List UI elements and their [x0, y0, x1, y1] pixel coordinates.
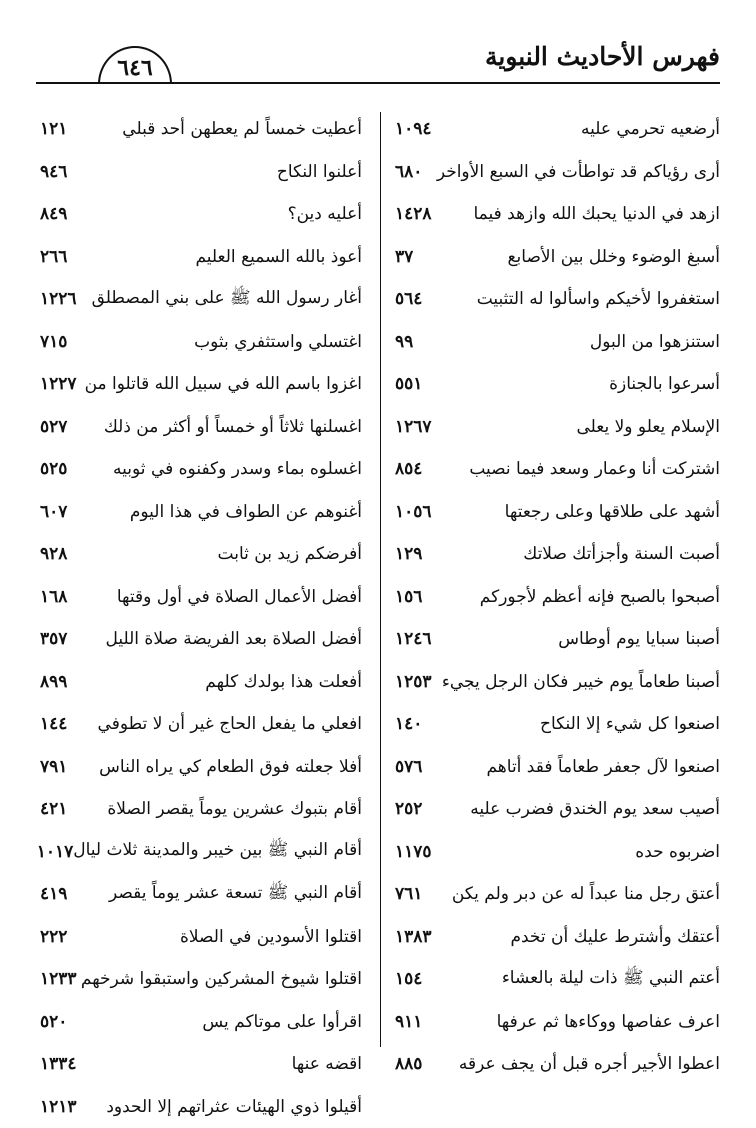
- index-entry: [395, 703, 720, 746]
- index-entry: [40, 491, 362, 534]
- hadith-number: ٦٠٧: [40, 502, 67, 522]
- hadith-text: أفعلت هذا بولدك كلهم: [205, 672, 362, 692]
- hadith-number: ١٢٢٦: [40, 289, 77, 309]
- index-entry: [395, 533, 720, 576]
- index-entry: [395, 321, 720, 364]
- hadith-number: ٩٢٨: [40, 544, 67, 564]
- hadith-number: ٤١٩: [40, 884, 67, 904]
- index-entry: [395, 236, 720, 279]
- index-entry: [40, 278, 362, 321]
- hadith-text: أفضل الأعمال الصلاة في أول وقتها: [117, 587, 362, 607]
- index-entry: [40, 236, 362, 279]
- index-entry: [395, 873, 720, 916]
- hadith-number: ٩٩: [395, 332, 413, 352]
- index-entry: [395, 916, 720, 959]
- hadith-number: ٣٧: [395, 247, 413, 267]
- hadith-number: ١٦٨: [40, 587, 67, 607]
- hadith-text: اغسلنها ثلاثاً أو خمساً أو أكثر من ذلك: [104, 417, 362, 437]
- hadith-number: ٥٢٥: [40, 459, 67, 479]
- hadith-number: ٣٥٧: [40, 629, 67, 649]
- hadith-number: ٥٧٦: [395, 757, 422, 777]
- hadith-number: ٥٦٤: [395, 289, 422, 309]
- index-entry: [40, 151, 362, 194]
- hadith-number: ١٥٤: [395, 969, 422, 989]
- hadith-number: ٥٢٠: [40, 1012, 67, 1032]
- index-entry: [395, 1001, 720, 1044]
- index-entry: [40, 576, 362, 619]
- hadith-number: ٢٦٦: [40, 247, 67, 267]
- index-entry: [395, 576, 720, 619]
- hadith-number: ٨٨٥: [395, 1054, 422, 1074]
- hadith-number: ١٢١: [40, 119, 67, 139]
- index-entry: [40, 108, 362, 151]
- hadith-number: ٢٥٢: [395, 799, 422, 819]
- hadith-text: اغسلوه بماء وسدر وكفنوه في ثوبيه: [113, 459, 362, 479]
- index-entry: [40, 1001, 362, 1044]
- hadith-text: أغار رسول الله ﷺ على بني المصطلق: [92, 287, 362, 312]
- hadith-text: أسبغ الوضوء وخلل بين الأصابع: [508, 247, 721, 267]
- hadith-text: ازهد في الدنيا يحبك الله وازهد فيما: [473, 204, 720, 224]
- hadith-number: ١٣٣٤: [40, 1054, 77, 1074]
- hadith-number: ١٤٤: [40, 714, 67, 734]
- hadith-text: اقرأوا على موتاكم يس: [202, 1012, 362, 1032]
- index-entry: [40, 193, 362, 236]
- hadith-number: ٥٥١: [395, 374, 422, 394]
- index-entry: [40, 916, 362, 959]
- index-entry: [40, 448, 362, 491]
- index-entry: [40, 873, 362, 916]
- hadith-number: ٧٩١: [40, 757, 67, 777]
- index-entry: [40, 831, 362, 874]
- hadith-number: ١١٧٥: [395, 842, 432, 862]
- index-entry: [40, 788, 362, 831]
- hadith-number: ١٤٢٨: [395, 204, 432, 224]
- hadith-text: اضربوه حده: [635, 842, 720, 862]
- hadith-number: ٨٤٩: [40, 204, 67, 224]
- hadith-number: ١٢٩: [395, 544, 422, 564]
- hadith-text: أقام النبي ﷺ بين خيبر والمدينة ثلاث ليال: [73, 839, 362, 864]
- hadith-number: ٧٦١: [395, 884, 422, 904]
- index-entry: [40, 958, 362, 1001]
- index-entry: [40, 533, 362, 576]
- hadith-text: أقام بتبوك عشرين يوماً يقصر الصلاة: [107, 799, 362, 819]
- hadith-text: اشتركت أنا وعمار وسعد فيما نصيب: [469, 459, 720, 479]
- hadith-text: اعرف عفاصها ووكاءها ثم عرفها: [497, 1012, 720, 1032]
- hadith-text: أعتق رجل منا عبداً له عن دبر ولم يكن: [452, 884, 720, 904]
- hadith-text: اغتسلي واستثفري بثوب: [194, 332, 362, 352]
- index-entry: [395, 406, 720, 449]
- hadith-text: اغزوا باسم الله في سبيل الله قاتلوا من: [85, 374, 362, 394]
- hadith-text: أصبنا طعاماً يوم خيبر فكان الرجل يجيء: [442, 672, 720, 692]
- hadith-text: أعوذ بالله السميع العليم: [195, 247, 362, 267]
- hadith-text: اصنعوا كل شيء إلا النكاح: [540, 714, 720, 734]
- hadith-text: الإسلام يعلو ولا يعلى: [576, 417, 720, 437]
- hadith-number: ١٤٠: [395, 714, 422, 734]
- hadith-text: أفضل الصلاة بعد الفريضة صلاة الليل: [105, 629, 362, 649]
- index-entry: [40, 1086, 362, 1128]
- index-entry: [395, 491, 720, 534]
- hadith-text: أفرضكم زيد بن ثابت: [218, 544, 362, 564]
- hadith-number: ١٢٤٦: [395, 629, 432, 649]
- left-index-column: [40, 108, 362, 1128]
- hadith-text: أصبنا سبايا يوم أوطاس: [558, 629, 720, 649]
- hadith-text: استغفروا لأخيكم واسألوا له التثبيت: [477, 289, 720, 309]
- hadith-text: أغنوهم عن الطواف في هذا اليوم: [130, 502, 362, 522]
- column-divider: [380, 112, 381, 1047]
- hadith-number: ٩١١: [395, 1012, 422, 1032]
- hadith-number: ٨٩٩: [40, 672, 67, 692]
- index-entry: [395, 746, 720, 789]
- index-entry: [40, 406, 362, 449]
- header-divider: [36, 82, 720, 84]
- index-entry: [395, 1043, 720, 1086]
- index-entry: [40, 363, 362, 406]
- hadith-text: أرى رؤياكم قد تواطأت في السبع الأواخر: [437, 162, 720, 182]
- hadith-number: ١٢٣٣: [40, 969, 77, 989]
- hadith-number: ١٢٦٧: [395, 417, 432, 437]
- hadith-text: اعطوا الأجير أجره قبل أن يجف عرقه: [459, 1054, 720, 1074]
- index-entry: [395, 958, 720, 1001]
- hadith-number: ٤٢١: [40, 799, 67, 819]
- hadith-number: ١٥٦: [395, 587, 422, 607]
- hadith-text: أفلا جعلته فوق الطعام كي يراه الناس: [99, 757, 362, 777]
- hadith-number: ٥٢٧: [40, 417, 67, 437]
- hadith-text: اقتلوا شيوخ المشركين واستبقوا شرخهم: [81, 969, 362, 989]
- index-entry: [395, 831, 720, 874]
- hadith-number: ١٢٢٧: [40, 374, 77, 394]
- hadith-number: ١٠٥٦: [395, 502, 432, 522]
- hadith-text: أشهد على طلاقها وعلى رجعتها: [505, 502, 720, 522]
- hadith-number: ١٣٨٣: [395, 927, 432, 947]
- hadith-text: أقيلوا ذوي الهيئات عثراتهم إلا الحدود: [106, 1097, 362, 1117]
- hadith-number: ٩٤٦: [40, 162, 67, 182]
- index-entry: [40, 1043, 362, 1086]
- hadith-number: ١٠١٧: [37, 842, 74, 862]
- hadith-text: اقتلوا الأسودين في الصلاة: [180, 927, 362, 947]
- hadith-text: أصبحوا بالصبح فإنه أعظم لأجوركم: [480, 587, 720, 607]
- hadith-text: أقام النبي ﷺ تسعة عشر يوماً يقصر: [109, 882, 362, 907]
- hadith-text: أعليه دين؟: [288, 204, 362, 224]
- index-entry: [395, 788, 720, 831]
- index-entry: [395, 108, 720, 151]
- hadith-text: أعلنوا النكاح: [277, 162, 362, 182]
- hadith-number: ٢٢٢: [40, 927, 67, 947]
- index-entry: [395, 151, 720, 194]
- hadith-text: أعتقك وأشترط عليك أن تخدم: [510, 927, 720, 947]
- hadith-number: ١٢١٣: [40, 1097, 77, 1117]
- hadith-number: ١٢٥٣: [395, 672, 432, 692]
- hadith-text: أسرعوا بالجنازة: [609, 374, 720, 394]
- index-entry: [40, 703, 362, 746]
- index-entry: [395, 448, 720, 491]
- hadith-text: أصيب سعد يوم الخندق فضرب عليه: [470, 799, 720, 819]
- hadith-number: ٦٨٠: [395, 162, 422, 182]
- index-entry: [395, 661, 720, 704]
- index-entry: [40, 321, 362, 364]
- hadith-text: افعلي ما يفعل الحاج غير أن لا تطوفي: [98, 714, 362, 734]
- index-entry: [395, 363, 720, 406]
- index-entry: [395, 278, 720, 321]
- hadith-text: أعتم النبي ﷺ ذات ليلة بالعشاء: [502, 967, 720, 992]
- page-number: ٦٤٦: [98, 46, 172, 84]
- index-entry: [395, 193, 720, 236]
- hadith-text: أعطيت خمساً لم يعطهن أحد قبلي: [122, 119, 362, 139]
- hadith-text: أرضعيه تحرمي عليه: [581, 119, 720, 139]
- index-entry: [40, 618, 362, 661]
- hadith-text: استنزهوا من البول: [590, 332, 720, 352]
- hadith-text: أصبت السنة وأجزأتك صلاتك: [523, 544, 720, 564]
- hadith-text: اقضه عنها: [292, 1054, 362, 1074]
- hadith-number: ٧١٥: [40, 332, 67, 352]
- hadith-text: اصنعوا لآل جعفر طعاماً فقد أتاهم: [486, 757, 720, 777]
- hadith-number: ١٠٩٤: [395, 119, 432, 139]
- index-entry: [395, 618, 720, 661]
- page-title: فهرس الأحاديث النبوية: [485, 42, 720, 71]
- hadith-number: ٨٥٤: [395, 459, 422, 479]
- right-index-column: [395, 108, 720, 1086]
- index-entry: [40, 746, 362, 789]
- index-entry: [40, 661, 362, 704]
